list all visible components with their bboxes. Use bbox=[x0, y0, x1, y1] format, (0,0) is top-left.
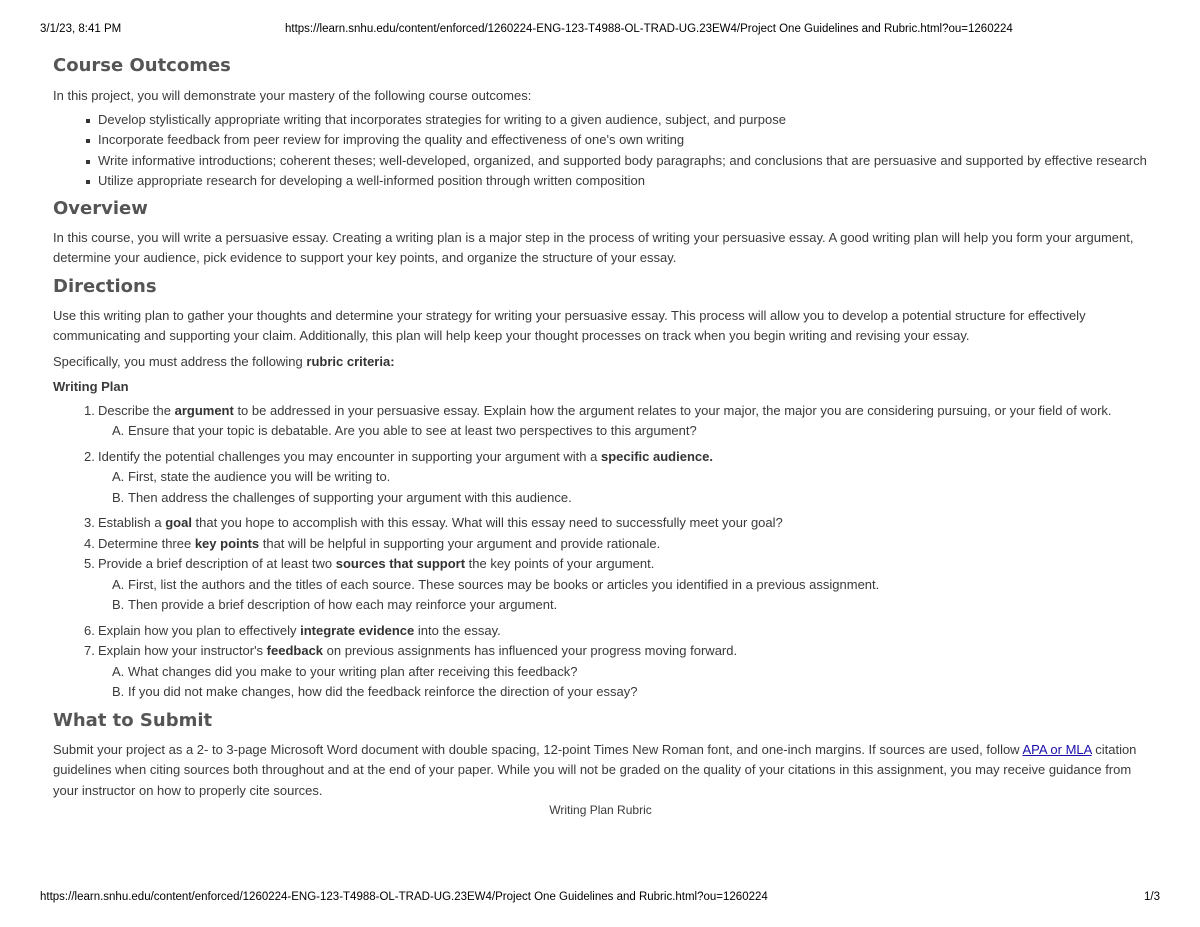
plan-item-number: 7. bbox=[84, 643, 95, 658]
sub-item bbox=[112, 662, 1148, 683]
plan-item-bold: key points bbox=[194, 535, 260, 551]
sub-item-letter: A. bbox=[112, 663, 125, 679]
plan-item-bold: feedback bbox=[266, 643, 324, 658]
plan-item bbox=[84, 621, 1148, 642]
submit-text-post: citation guidelines when citing sources both throughout and at the end of your paper. While you will not be graded on the quality of your citations in this assignment, you may receive guidance from your instructor on how to properly cite sources. bbox=[53, 741, 1137, 798]
list-item: Incorporate feedback from peer review for improving the quality and effectiveness of one's own writing bbox=[98, 130, 1148, 151]
sub-item-text: Then provide a brief description of how each may reinforce your argument. bbox=[128, 597, 558, 612]
plan-item-bold: sources that support bbox=[335, 556, 466, 571]
list-item: Develop stylistically appropriate writing that incorporates strategies for writing to a given audience, subject, and purpose bbox=[98, 110, 1148, 131]
document-content bbox=[53, 54, 1148, 817]
sub-item-letter: B. bbox=[112, 597, 125, 612]
plan-item-text: Establish a bbox=[98, 515, 166, 530]
plan-item-text: Determine three bbox=[98, 535, 195, 551]
submit-text-pre: Submit your project as a 2- to 3-page Microsoft Word document with double spacing, 12-point Times New Roman font, and one-inch margins. If sources are used, follow bbox=[53, 741, 1023, 757]
sub-item bbox=[112, 682, 1148, 703]
print-footer bbox=[40, 891, 1160, 905]
sub-item bbox=[112, 421, 1148, 442]
plan-item bbox=[84, 513, 1148, 534]
sub-list bbox=[98, 421, 1148, 442]
sub-item-letter: B. bbox=[112, 489, 125, 505]
apa-mla-link[interactable]: APA or MLA bbox=[1022, 741, 1092, 757]
plan-item-text: that you hope to accomplish with this essay. What will this essay need to successfully meet your goal? bbox=[191, 515, 783, 530]
footer-url: https://learn.snhu.edu/content/enforced/1260224-ENG-123-T4988-OL-TRAD-UG.23EW4/Project One Guidelines and Rubric.html?ou=1260224 bbox=[40, 891, 768, 903]
plan-item bbox=[84, 447, 1148, 509]
sub-item bbox=[112, 488, 1148, 509]
sub-item-text: If you did not make changes, how did the feedback reinforce the direction of your essay? bbox=[128, 684, 638, 699]
rubric-caption: Writing Plan Rubric bbox=[549, 803, 652, 817]
sub-item-text: Ensure that your topic is debatable. Are you able to see at least two perspectives to this argument? bbox=[128, 423, 697, 438]
rubric-criteria-line bbox=[53, 352, 1148, 373]
print-datetime: 3/1/23, 8:41 PM bbox=[40, 23, 122, 35]
plan-item-bold: integrate evidence bbox=[300, 622, 415, 638]
rubric-criteria-bold: rubric criteria: bbox=[306, 353, 395, 369]
sub-item bbox=[112, 575, 1148, 596]
plan-item-text: that will be helpful in supporting your argument and provide rationale. bbox=[259, 535, 661, 551]
plan-item-number: 1. bbox=[84, 402, 95, 418]
page-number: 1/3 bbox=[1144, 891, 1160, 903]
rubric-criteria-pre: Specifically, you must address the following bbox=[53, 353, 307, 369]
sub-item-letter: A. bbox=[112, 469, 125, 484]
print-url: https://learn.snhu.edu/content/enforced/1260224-ENG-123-T4988-OL-TRAD-UG.23EW4/Project One Guidelines and Rubric.html?ou=1260224 bbox=[285, 23, 1013, 35]
sub-item-letter: B. bbox=[112, 684, 125, 699]
plan-item-text: Explain how your instructor's bbox=[98, 643, 267, 658]
list-item: Utilize appropriate research for developing a well-informed position through written composition bbox=[98, 171, 1148, 192]
plan-item-text: to be addressed in your persuasive essay. Explain how the argument relates to your major, the major you are considering pursuing, or your field of work. bbox=[233, 402, 1112, 418]
print-header bbox=[40, 23, 1160, 37]
sub-item-text: What changes did you make to your writing plan after receiving this feedback? bbox=[128, 663, 578, 679]
sub-item-text: First, list the authors and the titles of each source. These sources may be books or articles you identified in a previous assignment. bbox=[128, 576, 880, 592]
directions-text: Use this writing plan to gather your thoughts and determine your strategy for writing your persuasive essay. This process will allow you to develop a potential structure for effectively communicating and supporting your claim. Additionally, this plan will help keep your thought processes on track when you begin writing and revising your essay. bbox=[53, 307, 1086, 343]
plan-item-text: Identify the potential challenges you may encounter in supporting your argument with a bbox=[98, 448, 601, 464]
plan-item-bold: argument bbox=[174, 402, 234, 418]
writing-plan-heading: Writing Plan bbox=[53, 379, 129, 394]
overview-text: In this course, you will write a persuasive essay. Creating a writing plan is a major step in the process of writing your persuasive essay. A good writing plan will help you form your argument, determine your audience, pick evidence to support your key points, and organize the structure of your essay. bbox=[53, 229, 1134, 265]
plan-item bbox=[84, 554, 1148, 616]
plan-item-text: the key points of your argument. bbox=[465, 556, 655, 571]
plan-item-bold: specific audience. bbox=[600, 448, 713, 464]
sub-item-text: First, state the audience you will be writing to. bbox=[128, 469, 391, 484]
plan-item-text: on previous assignments has influenced your progress moving forward. bbox=[323, 643, 738, 658]
writing-plan-list bbox=[53, 401, 1148, 703]
sub-list bbox=[98, 662, 1148, 703]
plan-item-number: 3. bbox=[84, 515, 95, 530]
course-outcomes-heading: Course Outcomes bbox=[53, 55, 231, 76]
overview-heading: Overview bbox=[53, 197, 148, 219]
outcomes-list bbox=[53, 110, 1148, 192]
plan-item bbox=[84, 401, 1148, 442]
sub-item bbox=[112, 595, 1148, 616]
plan-item-text: Describe the bbox=[98, 402, 175, 418]
plan-item-number: 2. bbox=[84, 448, 95, 464]
list-item: Write informative introductions; coherent theses; well-developed, organized, and supported body paragraphs; and conclusions that are persuasive and supported by effective research bbox=[98, 151, 1148, 172]
plan-item-number: 5. bbox=[84, 556, 95, 571]
plan-item-text: Explain how you plan to effectively bbox=[98, 622, 301, 638]
sub-item-letter: A. bbox=[112, 423, 125, 438]
plan-item bbox=[84, 534, 1148, 555]
sub-item-text: Then address the challenges of supporting your argument with this audience. bbox=[128, 489, 572, 505]
plan-item bbox=[84, 641, 1148, 703]
sub-list bbox=[98, 575, 1148, 616]
plan-item-text: into the essay. bbox=[414, 622, 501, 638]
what-to-submit-heading: What to Submit bbox=[53, 709, 213, 731]
plan-item-bold: goal bbox=[165, 515, 192, 530]
plan-item-number: 4. bbox=[84, 535, 95, 551]
outcomes-intro: In this project, you will demonstrate your mastery of the following course outcomes: bbox=[53, 88, 532, 103]
sub-item bbox=[112, 467, 1148, 488]
plan-item-text: Provide a brief description of at least two bbox=[98, 556, 336, 571]
plan-item-number: 6. bbox=[84, 622, 95, 638]
sub-item-letter: A. bbox=[112, 576, 125, 592]
directions-heading: Directions bbox=[53, 275, 157, 297]
submit-text bbox=[53, 740, 1148, 802]
sub-list bbox=[98, 467, 1148, 508]
